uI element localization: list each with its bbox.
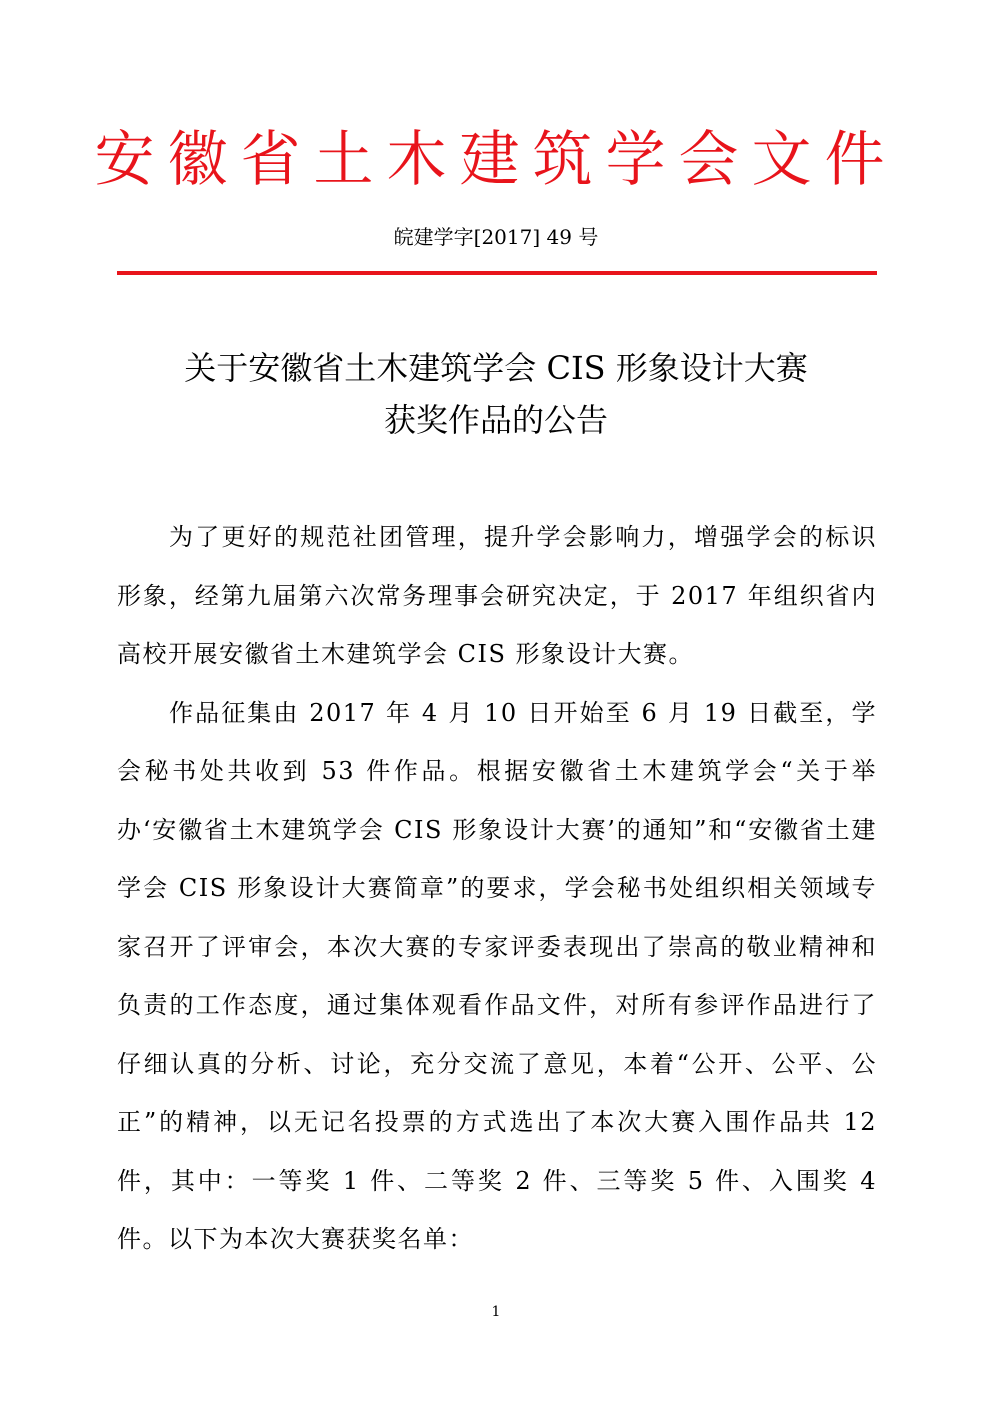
notice-title <box>0 342 992 446</box>
header-red-divider <box>117 271 877 275</box>
notice-body <box>117 508 877 1269</box>
notice-title-line-2: 获奖作品的公告 <box>383 401 608 439</box>
body-paragraph: 作品征集由 2017 年 4 月 10 日开始至 6 月 19 日截至，学会秘书处共收到 53 件作品。根据安徽省土木建筑学会“关于举办‘安徽省土木建筑学会 CIS 形象设计大赛’的通知”和“安徽省土建学会 CIS 形象设计大赛简章”的要求，学会秘书处组织相关领域专家召开了评审会，本次大赛的专家评委表现出了崇高的敬业精神和负责的工作态度，通过集体观看作品文件，对所有参评作品进行了仔细认真的分析、讨论，充分交流了意见，本着“公开、公平、公正”的精神，以无记名投票的方式选出了本次大赛入围作品共 12 件，其中：一等奖 1 件、二等奖 2 件、三等奖 5 件、入围奖 4 件。以下为本次大赛获奖名单： <box>117 698 877 1253</box>
document-header-title: 安徽省土木建筑学会文件 <box>94 125 898 195</box>
notice-title-line-1: 关于安徽省土木建筑学会 CIS 形象设计大赛 <box>184 349 808 387</box>
document-number: 皖建学字[2017] 49 号 <box>393 225 599 249</box>
page-number: 1 <box>491 1304 501 1320</box>
body-paragraph: 为了更好的规范社团管理，提升学会影响力，增强学会的标识形象，经第九届第六次常务理事会研究决定，于 2017 年组织省内高校开展安徽省土木建筑学会 CIS 形象设计大赛。 <box>117 523 877 668</box>
